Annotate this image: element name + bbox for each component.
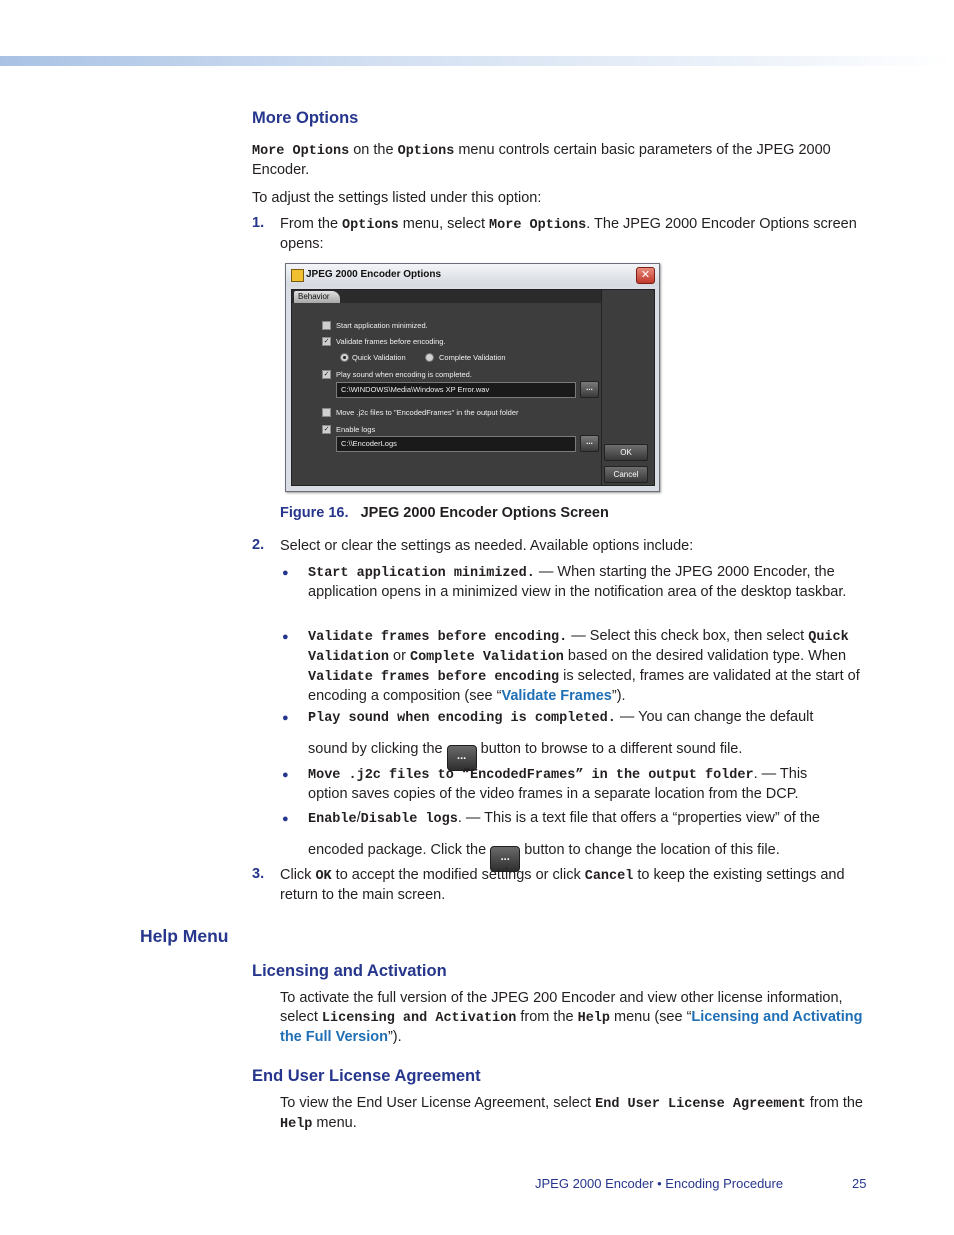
- encoder-options-dialog-figure: [285, 263, 660, 492]
- checkbox-play-sound[interactable]: ✓: [323, 371, 330, 378]
- step-number-1: 1.: [252, 215, 265, 231]
- footer-title: JPEG 2000 Encoder • Encoding Procedure: [535, 1176, 784, 1191]
- step-number-3: 3.: [252, 866, 265, 882]
- label-quick-validation: Quick Validation: [352, 353, 406, 362]
- adjust-settings-text: To adjust the settings listed under this option:: [252, 190, 542, 206]
- figure-label: Figure 16.: [280, 505, 349, 521]
- bullet-icon: ●: [282, 712, 289, 724]
- bullet-icon: ●: [282, 813, 289, 825]
- tab-behavior[interactable]: Behavior: [294, 291, 340, 303]
- label-move-j2c: Move .j2c files to "EncodedFrames" in the output folder: [336, 408, 519, 417]
- dialog-title: JPEG 2000 Encoder Options: [306, 269, 442, 280]
- licensing-text: To activate the full version of the JPEG 200 Encoder and view other license information, select Licensing and Activation from the Help menu (see “Licensing and Activating the Full Version”).: [280, 990, 863, 1045]
- section-heading-more-options: More Options: [252, 109, 359, 127]
- bullet-move-j2c: Move .j2c files to “EncodedFrames” in the output folder. — This option saves copies of the video frames in a separate location from the DCP.: [308, 766, 808, 802]
- more-options-intro: More Options on the Options menu controls certain basic parameters of the JPEG 2000 Encoder.: [252, 142, 831, 178]
- eula-text: To view the End User License Agreement, select End User License Agreement from the Help menu.: [280, 1095, 863, 1132]
- link-licensing-activating[interactable]: Licensing and Activating the Full Version: [280, 1009, 863, 1045]
- top-banner-bar: [0, 56, 954, 66]
- figure-title: JPEG 2000 Encoder Options Screen: [360, 505, 609, 521]
- bullet-play-sound-cont: sound by clicking the ... button to browse to a different sound file.: [308, 737, 874, 771]
- figure-caption: [280, 504, 609, 523]
- label-start-minimized: Start application minimized.: [336, 321, 428, 330]
- checkbox-move-j2c[interactable]: [322, 408, 331, 417]
- cancel-button[interactable]: Cancel: [604, 466, 648, 483]
- browse-sound-button[interactable]: ...: [580, 381, 599, 398]
- cmd-options: Options: [397, 144, 455, 159]
- page-number: 25: [852, 1176, 867, 1191]
- checkbox-validate-frames[interactable]: ✓: [323, 338, 330, 345]
- browse-button-icon: ...: [490, 846, 520, 872]
- step-1-text: From the Options menu, select More Options. The JPEG 2000 Encoder Options screen opens:: [280, 216, 857, 252]
- logs-path-field[interactable]: C:\\EncoderLogs: [336, 436, 576, 452]
- bullet-play-sound: Play sound when encoding is completed. — You can change the default: [308, 709, 814, 726]
- app-icon: [291, 269, 304, 282]
- tab-strip: [292, 290, 601, 303]
- ok-button[interactable]: OK: [604, 444, 648, 461]
- heading-licensing-activation: Licensing and Activation: [252, 962, 447, 980]
- section-heading-help-menu: Help Menu: [140, 926, 229, 946]
- close-icon[interactable]: ✕: [636, 267, 655, 284]
- link-validate-frames[interactable]: Validate Frames: [501, 688, 612, 704]
- dialog-titlebar: [286, 264, 659, 286]
- step-3-text: Click OK to accept the modified settings or click Cancel to keep the existing settings and return to the main screen.: [280, 867, 845, 903]
- cmd-more-options: More Options: [252, 144, 350, 159]
- step-2-text: Select or clear the settings as needed. Available options include:: [280, 538, 694, 554]
- label-enable-logs: Enable logs: [336, 425, 376, 434]
- step-number-2: 2.: [252, 537, 265, 553]
- bullet-enable-logs-cont: encoded package. Click the ... button to change the location of this file.: [308, 838, 874, 872]
- radio-quick-validation[interactable]: [340, 353, 349, 362]
- bullet-icon: ●: [282, 769, 289, 781]
- label-complete-validation: Complete Validation: [439, 353, 506, 362]
- bullet-start-minimized: Start application minimized. — When starting the JPEG 2000 Encoder, the application opens in a minimized view in the notification area of the desktop taskbar.: [308, 564, 847, 600]
- bullet-icon: ●: [282, 631, 289, 643]
- label-validate-frames: Validate frames before encoding.: [336, 337, 446, 346]
- bullet-icon: ●: [282, 567, 289, 579]
- bullet-enable-logs: Enable/Disable logs. — This is a text file that offers a “properties view” of the: [308, 810, 820, 827]
- browse-logs-button[interactable]: ...: [580, 435, 599, 452]
- checkbox-enable-logs[interactable]: ✓: [323, 426, 330, 433]
- sound-path-field[interactable]: C:\WINDOWS\Media\Windows XP Error.wav: [336, 382, 576, 398]
- dialog-body: [291, 289, 602, 486]
- label-play-sound: Play sound when encoding is completed.: [336, 370, 472, 379]
- browse-button-icon: ...: [447, 745, 477, 771]
- bullet-validate-frames: Validate frames before encoding. — Select this check box, then select Quick Validation or Complete Validation based on the desired validation type. When Validate frames before encoding is selected, frames are validated at the start of encoding a composition (see “Validate Frames”).: [308, 628, 860, 704]
- radio-complete-validation[interactable]: [425, 353, 434, 362]
- heading-eula: End User License Agreement: [252, 1067, 481, 1085]
- checkbox-start-minimized[interactable]: [322, 321, 331, 330]
